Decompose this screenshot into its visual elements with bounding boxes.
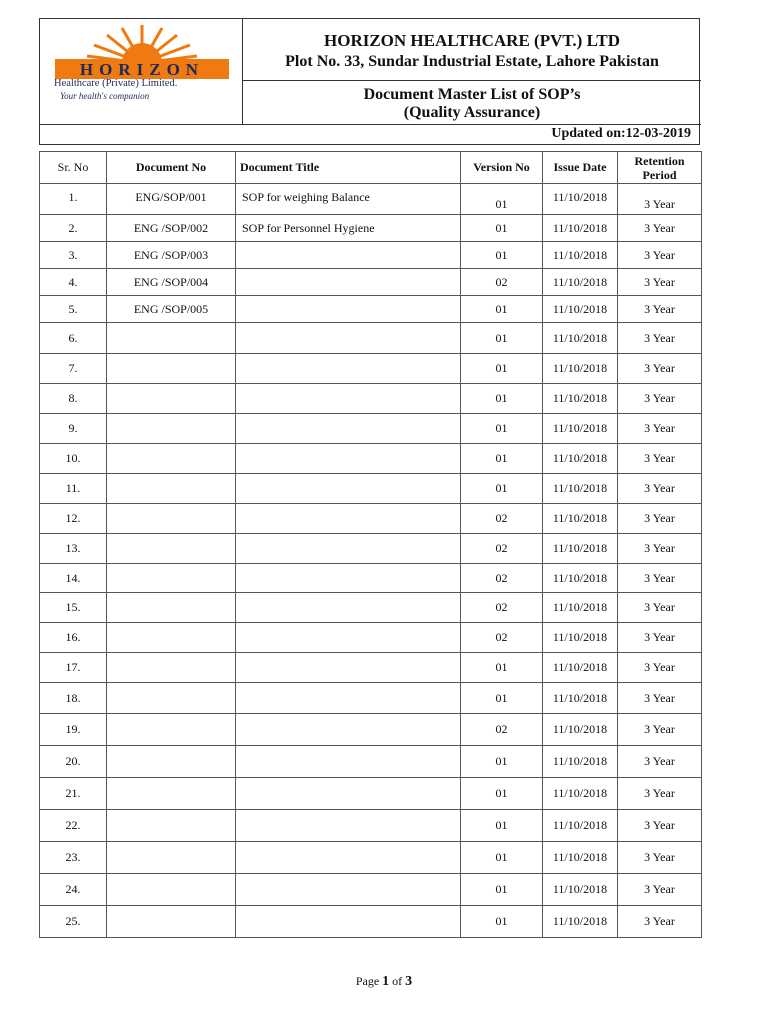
cell-document-title: [236, 593, 461, 623]
table-header-row: [40, 152, 702, 184]
cell-sr-no: 23.: [40, 842, 107, 874]
cell-version-no: 01: [461, 874, 543, 906]
table-row: [40, 842, 702, 874]
cell-document-title: [236, 504, 461, 534]
cell-document-no: [107, 414, 236, 444]
table-row: [40, 564, 702, 593]
cell-retention-period: 3 Year: [618, 623, 702, 653]
cell-sr-no: 20.: [40, 746, 107, 778]
cell-issue-date: 11/10/2018: [543, 384, 618, 414]
cell-sr-no: 19.: [40, 714, 107, 746]
cell-version-no: 02: [461, 564, 543, 593]
cell-document-no: [107, 444, 236, 474]
cell-document-no: [107, 778, 236, 810]
cell-version-no: 02: [461, 623, 543, 653]
table-row: [40, 215, 702, 242]
cell-retention-period: 3 Year: [618, 215, 702, 242]
cell-sr-no: 6.: [40, 323, 107, 354]
cell-retention-period: 3 Year: [618, 444, 702, 474]
company-name: HORIZON HEALTHCARE (PVT.) LTD: [324, 31, 620, 50]
cell-sr-no: 13.: [40, 534, 107, 564]
table-row: [40, 184, 702, 215]
document-title: [243, 81, 701, 124]
cell-document-no: [107, 714, 236, 746]
cell-document-title: [236, 653, 461, 683]
cell-issue-date: 11/10/2018: [543, 714, 618, 746]
cell-sr-no: 16.: [40, 623, 107, 653]
cell-document-no: [107, 564, 236, 593]
table-row: [40, 444, 702, 474]
cell-issue-date: 11/10/2018: [543, 778, 618, 810]
table-row: [40, 593, 702, 623]
cell-retention-period: 3 Year: [618, 842, 702, 874]
cell-version-no: 02: [461, 714, 543, 746]
cell-issue-date: 11/10/2018: [543, 810, 618, 842]
cell-issue-date: 11/10/2018: [543, 474, 618, 504]
cell-document-title: [236, 296, 461, 323]
company-info: [243, 19, 701, 81]
cell-document-no: [107, 593, 236, 623]
cell-document-no: [107, 746, 236, 778]
cell-retention-period: 3 Year: [618, 534, 702, 564]
logo-brand-text: HORIZON: [79, 60, 205, 79]
cell-version-no: 01: [461, 653, 543, 683]
cell-issue-date: 11/10/2018: [543, 414, 618, 444]
cell-retention-period: 3 Year: [618, 874, 702, 906]
cell-document-no: ENG /SOP/005: [107, 296, 236, 323]
table-row: [40, 653, 702, 683]
cell-retention-period: 3 Year: [618, 269, 702, 296]
cell-sr-no: 25.: [40, 906, 107, 938]
cell-document-title: [236, 874, 461, 906]
cell-retention-period: 3 Year: [618, 653, 702, 683]
cell-version-no: 02: [461, 504, 543, 534]
cell-retention-period: 3 Year: [618, 184, 702, 215]
cell-sr-no: 17.: [40, 653, 107, 683]
table-row: [40, 269, 702, 296]
cell-issue-date: 11/10/2018: [543, 269, 618, 296]
cell-version-no: 01: [461, 842, 543, 874]
cell-issue-date: 11/10/2018: [543, 653, 618, 683]
page-word: Page: [355, 974, 380, 988]
table-row: [40, 504, 702, 534]
cell-version-no: 01: [461, 215, 543, 242]
table-row: [40, 242, 702, 269]
cell-sr-no: 5.: [40, 296, 107, 323]
cell-retention-period: 3 Year: [618, 593, 702, 623]
table-row: [40, 683, 702, 714]
cell-sr-no: 7.: [40, 354, 107, 384]
cell-document-no: [107, 323, 236, 354]
table-row: [40, 874, 702, 906]
cell-document-title: [236, 323, 461, 354]
cell-document-title: [236, 384, 461, 414]
cell-document-no: [107, 842, 236, 874]
cell-retention-period: 3 Year: [618, 564, 702, 593]
col-header-version-no: Version No: [461, 152, 543, 184]
cell-document-no: [107, 874, 236, 906]
cell-document-no: [107, 653, 236, 683]
cell-issue-date: 11/10/2018: [543, 564, 618, 593]
cell-version-no: 01: [461, 184, 543, 215]
cell-retention-period: 3 Year: [618, 296, 702, 323]
document-title-line2: (Quality Assurance): [403, 104, 541, 121]
cell-issue-date: 11/10/2018: [543, 842, 618, 874]
cell-sr-no: 9.: [40, 414, 107, 444]
cell-retention-period: 3 Year: [618, 242, 702, 269]
cell-version-no: 01: [461, 296, 543, 323]
logo-subtitle: Healthcare (Private) Limited.: [54, 78, 178, 89]
page-total: 3: [405, 974, 413, 989]
cell-sr-no: 24.: [40, 874, 107, 906]
company-logo: [40, 19, 243, 124]
cell-version-no: 01: [461, 384, 543, 414]
table-row: [40, 474, 702, 504]
cell-retention-period: 3 Year: [618, 474, 702, 504]
cell-retention-period: 3 Year: [618, 683, 702, 714]
cell-version-no: 01: [461, 906, 543, 938]
cell-sr-no: 22.: [40, 810, 107, 842]
cell-issue-date: 11/10/2018: [543, 242, 618, 269]
cell-document-no: [107, 906, 236, 938]
col-header-document-title: Document Title: [236, 152, 461, 184]
cell-retention-period: 3 Year: [618, 714, 702, 746]
cell-retention-period: 3 Year: [618, 906, 702, 938]
cell-sr-no: 10.: [40, 444, 107, 474]
cell-document-title: SOP for weighing Balance: [236, 184, 461, 215]
header-divider: [40, 124, 701, 125]
cell-retention-period: 3 Year: [618, 384, 702, 414]
cell-issue-date: 11/10/2018: [543, 874, 618, 906]
company-address: Plot No. 33, Sundar Industrial Estate, Lahore Pakistan: [285, 53, 659, 70]
cell-issue-date: 11/10/2018: [543, 683, 618, 714]
table-row: [40, 810, 702, 842]
table-row: [40, 746, 702, 778]
cell-document-no: ENG /SOP/004: [107, 269, 236, 296]
cell-version-no: 02: [461, 269, 543, 296]
cell-version-no: 02: [461, 534, 543, 564]
cell-issue-date: 11/10/2018: [543, 906, 618, 938]
cell-document-no: [107, 354, 236, 384]
cell-sr-no: 4.: [40, 269, 107, 296]
cell-document-title: [236, 623, 461, 653]
cell-document-no: [107, 810, 236, 842]
table-row: [40, 296, 702, 323]
page-current: 1: [382, 974, 390, 989]
col-header-document-no: Document No: [107, 152, 236, 184]
cell-document-title: [236, 564, 461, 593]
cell-issue-date: 11/10/2018: [543, 623, 618, 653]
cell-document-title: [236, 746, 461, 778]
col-header-sr-no: Sr. No: [40, 152, 107, 184]
cell-issue-date: 11/10/2018: [543, 184, 618, 215]
cell-sr-no: 14.: [40, 564, 107, 593]
table-row: [40, 414, 702, 444]
cell-document-title: [236, 778, 461, 810]
cell-document-title: [236, 269, 461, 296]
cell-version-no: 02: [461, 593, 543, 623]
cell-version-no: 01: [461, 746, 543, 778]
cell-retention-period: 3 Year: [618, 810, 702, 842]
cell-document-title: [236, 714, 461, 746]
table-row: [40, 354, 702, 384]
cell-sr-no: 3.: [40, 242, 107, 269]
cell-sr-no: 12.: [40, 504, 107, 534]
sun-logo-icon: [52, 23, 232, 81]
cell-document-title: [236, 242, 461, 269]
table-row: [40, 778, 702, 810]
document-header: [39, 18, 700, 145]
cell-sr-no: 8.: [40, 384, 107, 414]
table-row: [40, 623, 702, 653]
cell-issue-date: 11/10/2018: [543, 504, 618, 534]
table-row: [40, 534, 702, 564]
cell-issue-date: 11/10/2018: [543, 746, 618, 778]
page-of-word: of: [392, 974, 403, 988]
cell-version-no: 01: [461, 242, 543, 269]
cell-document-no: [107, 474, 236, 504]
cell-retention-period: 3 Year: [618, 504, 702, 534]
cell-document-no: [107, 384, 236, 414]
cell-issue-date: 11/10/2018: [543, 296, 618, 323]
cell-sr-no: 2.: [40, 215, 107, 242]
cell-document-title: [236, 354, 461, 384]
cell-document-title: [236, 683, 461, 714]
cell-retention-period: 3 Year: [618, 323, 702, 354]
page-footer: [0, 974, 768, 990]
cell-issue-date: 11/10/2018: [543, 593, 618, 623]
cell-document-title: [236, 474, 461, 504]
cell-version-no: 01: [461, 323, 543, 354]
cell-document-title: SOP for Personnel Hygiene: [236, 215, 461, 242]
cell-document-title: [236, 810, 461, 842]
cell-sr-no: 15.: [40, 593, 107, 623]
logo-tagline: Your health's companion: [60, 91, 150, 101]
col-header-issue-date: Issue Date: [543, 152, 618, 184]
cell-retention-period: 3 Year: [618, 354, 702, 384]
cell-retention-period: 3 Year: [618, 746, 702, 778]
cell-version-no: 01: [461, 354, 543, 384]
cell-version-no: 01: [461, 474, 543, 504]
cell-issue-date: 11/10/2018: [543, 323, 618, 354]
table-row: [40, 906, 702, 938]
updated-date: Updated on:12-03-2019: [551, 126, 691, 141]
cell-version-no: 01: [461, 444, 543, 474]
cell-sr-no: 21.: [40, 778, 107, 810]
col-header-retention-period: Retention Period: [618, 152, 702, 184]
cell-issue-date: 11/10/2018: [543, 354, 618, 384]
table-row: [40, 384, 702, 414]
cell-document-no: [107, 534, 236, 564]
cell-version-no: 01: [461, 683, 543, 714]
cell-document-no: ENG /SOP/002: [107, 215, 236, 242]
cell-version-no: 01: [461, 778, 543, 810]
cell-document-no: [107, 623, 236, 653]
cell-issue-date: 11/10/2018: [543, 534, 618, 564]
cell-document-no: ENG/SOP/001: [107, 184, 236, 215]
cell-retention-period: 3 Year: [618, 778, 702, 810]
table-row: [40, 323, 702, 354]
cell-document-title: [236, 444, 461, 474]
cell-version-no: 01: [461, 414, 543, 444]
cell-issue-date: 11/10/2018: [543, 215, 618, 242]
document-title-line1: Document Master List of SOP’s: [363, 86, 581, 103]
cell-document-no: [107, 683, 236, 714]
cell-issue-date: 11/10/2018: [543, 444, 618, 474]
cell-document-title: [236, 534, 461, 564]
cell-retention-period: 3 Year: [618, 414, 702, 444]
cell-sr-no: 1.: [40, 184, 107, 215]
cell-document-no: ENG /SOP/003: [107, 242, 236, 269]
cell-document-title: [236, 906, 461, 938]
cell-document-title: [236, 842, 461, 874]
sop-table: [39, 151, 702, 938]
table-row: [40, 714, 702, 746]
cell-sr-no: 18.: [40, 683, 107, 714]
cell-sr-no: 11.: [40, 474, 107, 504]
cell-document-no: [107, 504, 236, 534]
cell-version-no: 01: [461, 810, 543, 842]
cell-document-title: [236, 414, 461, 444]
